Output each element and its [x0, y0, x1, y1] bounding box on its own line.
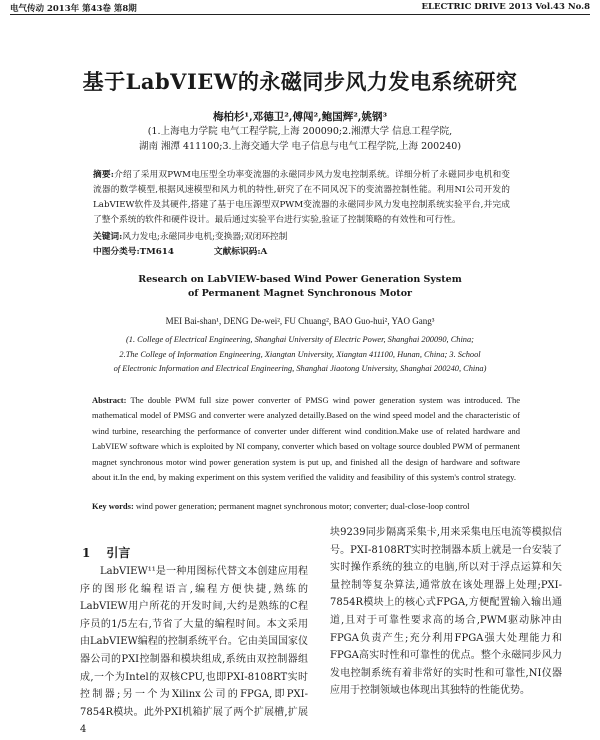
affiliation-cn-line: 湖南 湘潭 411100;3.上海交通大学 电子信息与电气工程学院,上海 200240): [138, 141, 462, 152]
authors-en: MEI Bai-shan¹, DENG De-wei², FU Chuang², BAO Guo-hui², YAO Gang³: [165, 316, 435, 326]
keywords-en-text: wind power generation; permanent magnet synchronous motor; converter; dual-close-loop control: [135, 501, 470, 511]
body-text-left-column: LabVIEW¹¹是一种用图标代替文本创建应用程序的图形化编程语言,编程方便快捷,熟练的LabVIEW用户所花的开发时间,大约是熟练的C程序员的1/5左右,节省了大量的编程时间。本文采用由LabVIEW编程的控制系统平台。它由美国国家仪器公司的PXI控制器和模块组成,系统由双控制器组成,一个为Intel的双核CPU,也即PXI-8108RT实时控制器;另一个为Xilinx公司的FPGA,即PXI-7854R模块。此外PXI机箱扩展了两个扩展槽,扩展4: [80, 566, 308, 736]
keywords-cn-text: 风力发电;永磁同步电机;变换器;双闭环控制: [122, 232, 288, 242]
abstract-cn: [93, 168, 510, 228]
authors-cn: 梅柏杉¹,邓德卫²,傅闯²,鲍国辉²,姚钢³: [212, 111, 388, 123]
section-title: 引言: [106, 546, 131, 560]
title-en-line: Research on LabVIEW-based Wind Power Generation System: [138, 274, 462, 285]
clc-label: 中图分类号:: [93, 247, 140, 257]
keywords-en-label: Key words:: [92, 501, 134, 511]
section-heading: [82, 544, 130, 561]
abstract-en-text: The double PWM full size power converter of PMSG wind power generation system was introduced. The mathematical model of PMSG and converter were analyzed detailly.Based on the wind speed model and the characteristic of wind turbine, researching the performance of converter under different wind condition.Make use of related hardware and LabVIEW software which is exploited by NI company, converter which based on voltage source doubled PWM of permanent magnet synchronous motor wind power generation system is put up, and finished all the design of hardware and software about it.In the end, by making experiment on this system verified the validity and feasibility of this system's control strategy.: [92, 395, 520, 483]
running-header: [10, 2, 590, 15]
affiliation-cn-line: (1.上海电力学院 电气工程学院,上海 200090;2.湘潭大学 信息工程学院,: [147, 126, 453, 137]
doc-code-label: 文献标识码:: [213, 247, 261, 257]
abstract-en: [92, 393, 520, 485]
keywords-cn-label: 关键词:: [93, 232, 123, 242]
body-text-right-column: 块9239同步隔离采集卡,用来采集电压电流等模拟信号。PXI-8108RT实时控制器本质上就是一台安装了实时操作系统的独立的电脑,所以对于浮点运算和矢量控制等复杂算法,通常放在该处理器上处理;PXI-7854R模块上的核心式FPGA,方便配置输入输出通道,且对于可靠性要求高的场合,PWM驱动脉冲由FPGA负责产生;充分利用FPGA强大处理能力和FPGA高实时性和可靠性的优点。整个永磁同步风力发电控制系统有着非常好的实时性和可靠性,NI仪器应用于控制领域也体现出其独特的性能优势。: [330, 527, 562, 697]
affiliation-en-line: 2.The College of Information Engineering, Xiangtan University, Xiangtan 411100, Hunan, China; 3. School: [119, 349, 481, 359]
abstract-cn-text: 介绍了采用双PWM电压型全功率变流器的永磁同步风力发电控制系统。详细分析了永磁同步电机和变流器的数学模型,根据风速模型和风力机的特性,研究了在不同风况下的变流器控制性能。利用NI公司开发的LabVIEW软件及其硬件,搭建了基于电压源型双PWM变流器的永磁同步风力发电控制系统实验平台,并完成了整个系统的软件和硬件设计。最后通过实验平台进行实验,验证了控制策略的有效性和可行性。: [93, 170, 510, 225]
abstract-en-label: Abstract:: [92, 395, 127, 405]
keywords-en: [92, 501, 469, 511]
doc-code-value: A: [260, 247, 268, 257]
paper-title-en: [0, 273, 600, 301]
paper-title-cn: 基于LabVIEW的永磁同步风力发电系统研究: [82, 69, 518, 94]
section-number: 1: [82, 546, 91, 560]
affiliation-en-line: (1. College of Electrical Engineering, Shanghai University of Electric Power, Shanghai 200090, China;: [126, 335, 474, 344]
journal-header-left: 电气传动 2013年 第43卷 第8期: [10, 4, 137, 14]
abstract-cn-label: 摘要:: [93, 170, 114, 180]
classification-line: [93, 245, 267, 257]
affiliations-cn: [60, 124, 540, 154]
affiliation-en-line: of Electronic Information and Electrical Engineering, Shanghai Jiaotong University, Shanghai 200240, China): [113, 364, 487, 373]
affiliations-en: [82, 333, 518, 377]
keywords-cn: [93, 230, 287, 242]
title-en-line: of Permanent Magnet Synchronous Motor: [187, 288, 413, 299]
journal-header-right: ELECTRIC DRIVE 2013 Vol.43 No.8: [421, 2, 590, 12]
clc-value: TM614: [139, 247, 174, 257]
